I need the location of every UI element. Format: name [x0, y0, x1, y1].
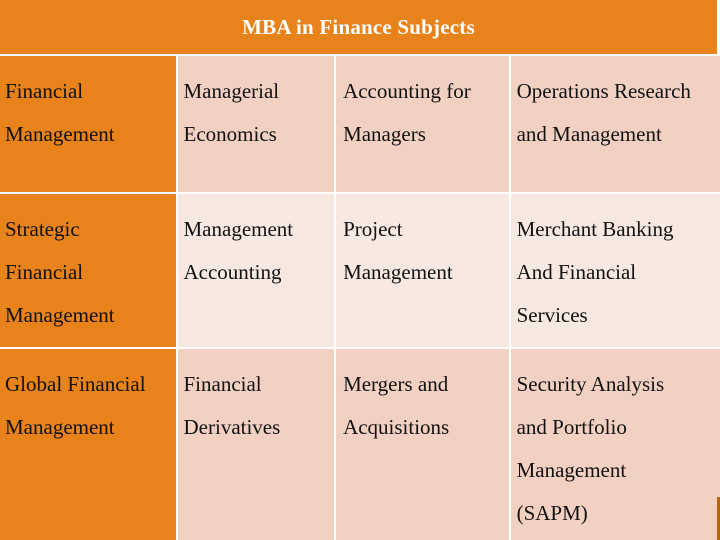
cell-line: Managerial	[183, 79, 280, 103]
cell-line: Derivatives	[183, 415, 281, 439]
cell-line: Management	[5, 303, 115, 327]
cell-line: (SAPM)	[516, 501, 588, 525]
table-cell	[511, 194, 720, 347]
cell-line: Financial	[5, 79, 84, 103]
cell-line: Management	[5, 415, 115, 439]
cell-line: Economics	[183, 122, 277, 146]
table-cell	[336, 349, 509, 540]
cell-line: Management	[343, 260, 453, 284]
table-cell	[178, 56, 335, 192]
table-title: MBA in Finance Subjects	[242, 14, 475, 39]
cell-line: Management	[183, 217, 294, 241]
cell-line: And Financial	[516, 260, 637, 284]
table-cell	[336, 56, 509, 192]
table-row	[0, 194, 720, 347]
cell-line: Management	[516, 458, 627, 482]
table-cell	[336, 194, 509, 347]
cell-line: Acquisitions	[343, 415, 450, 439]
table-cell	[0, 194, 176, 347]
cell-line: Global Financial	[5, 372, 146, 396]
cell-line: Financial	[5, 260, 84, 284]
cell-line: Accounting	[183, 260, 282, 284]
cell-line: Financial	[183, 372, 262, 396]
table-cell	[0, 349, 176, 540]
table-cell	[511, 349, 720, 540]
table-row	[0, 349, 720, 540]
table-cell	[0, 56, 176, 192]
cell-line: Merchant Banking	[516, 217, 674, 241]
table-title-row	[0, 0, 720, 54]
table-row	[0, 56, 720, 192]
table-cell	[178, 194, 335, 347]
table-cell	[178, 349, 335, 540]
cell-line: Security Analysis	[516, 372, 665, 396]
cell-line: Accounting for	[343, 79, 471, 103]
cell-line: Mergers and	[343, 372, 449, 396]
cell-line: and Portfolio	[516, 415, 627, 439]
cell-line: Operations Research	[516, 79, 691, 103]
cell-line: Services	[516, 303, 588, 327]
cell-line: Strategic	[5, 217, 80, 241]
cell-line: and Management	[516, 122, 662, 146]
table-cell	[511, 56, 720, 192]
cell-line: Project	[343, 217, 403, 241]
cell-line: Managers	[343, 122, 426, 146]
cell-line: Management	[5, 122, 115, 146]
